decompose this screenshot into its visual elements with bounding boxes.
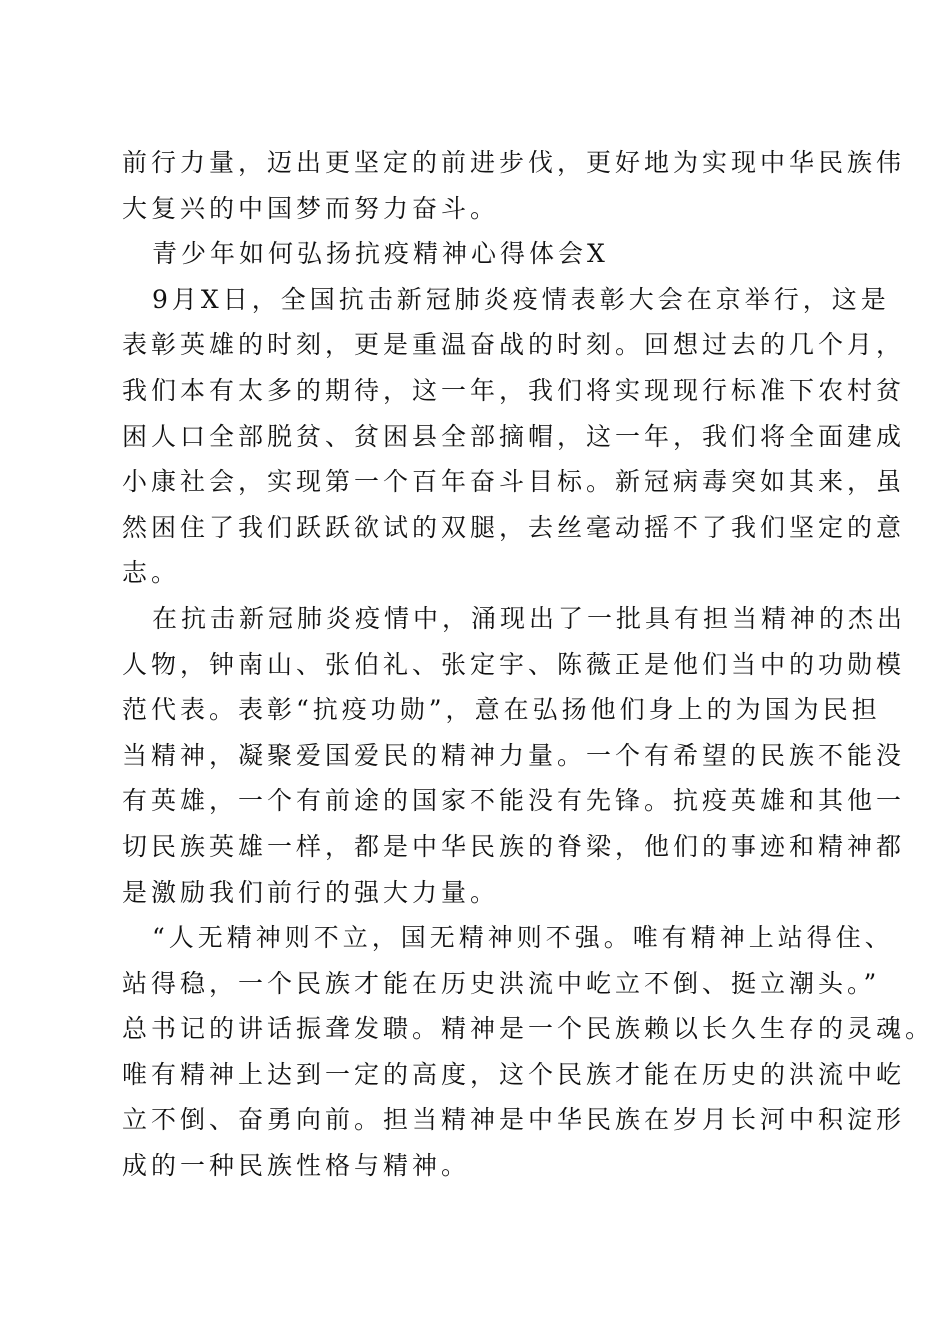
text-line: 小康社会，实现第一个百年奋斗目标。新冠病毒突如其来，虽 — [122, 467, 906, 497]
text-line: 然困住了我们跃跃欲试的双腿，去丝毫动摇不了我们坚定的意 — [122, 512, 906, 542]
text-line: 在抗击新冠肺炎疫情中，涌现出了一批具有担当精神的杰出 — [152, 603, 907, 633]
text-line: 立不倒、奋勇向前。担当精神是中华民族在岁月长河中积淀形 — [122, 1105, 906, 1135]
text-line: 成的一种民族性格与精神。 — [122, 1151, 471, 1181]
text-line: 9月X日，全国抗击新冠肺炎疫情表彰大会在京举行，这是 — [152, 284, 890, 314]
text-line: 切民族英雄一样，都是中华民族的脊梁，他们的事迹和精神都 — [122, 831, 906, 861]
text-line: 总书记的讲话振聋发聩。精神是一个民族赖以长久生存的灵魂。 — [122, 1014, 935, 1044]
text-line: 表彰英雄的时刻，更是重温奋战的时刻。回想过去的几个月， — [122, 330, 906, 360]
text-line: 唯有精神上达到一定的高度，这个民族才能在历史的洪流中屹 — [122, 1059, 906, 1089]
text-line: 人物，钟南山、张伯礼、张定宇、陈薇正是他们当中的功勋模 — [122, 649, 906, 679]
text-line: “人无精神则不立，国无精神则不强。唯有精神上站得住、 — [152, 923, 894, 953]
text-line: 我们本有太多的期待，这一年，我们将实现现行标准下农村贫 — [122, 375, 906, 405]
text-line: 当精神，凝聚爱国爱民的精神力量。一个有希望的民族不能没 — [122, 740, 906, 770]
document-body — [122, 140, 935, 1189]
text-line: 困人口全部脱贫、贫困县全部摘帽，这一年，我们将全面建成 — [122, 421, 906, 451]
text-line: 范代表。表彰“抗疫功勋”，意在弘扬他们身上的为国为民担 — [122, 695, 881, 725]
text-line: 是激励我们前行的强大力量。 — [122, 877, 500, 907]
text-line: 志。 — [122, 558, 181, 588]
text-line: 站得稳，一个民族才能在历史洪流中屹立不倒、挺立潮头。” — [122, 968, 881, 998]
section-heading: 青少年如何弘扬抗疫精神心得体会X — [152, 239, 609, 269]
text-line: 大复兴的中国梦而努力奋斗。 — [122, 193, 500, 223]
text-line: 前行力量，迈出更坚定的前进步伐，更好地为实现中华民族伟 — [122, 148, 906, 177]
text-line: 有英雄，一个有前途的国家不能没有先锋。抗疫英雄和其他一 — [122, 786, 906, 816]
